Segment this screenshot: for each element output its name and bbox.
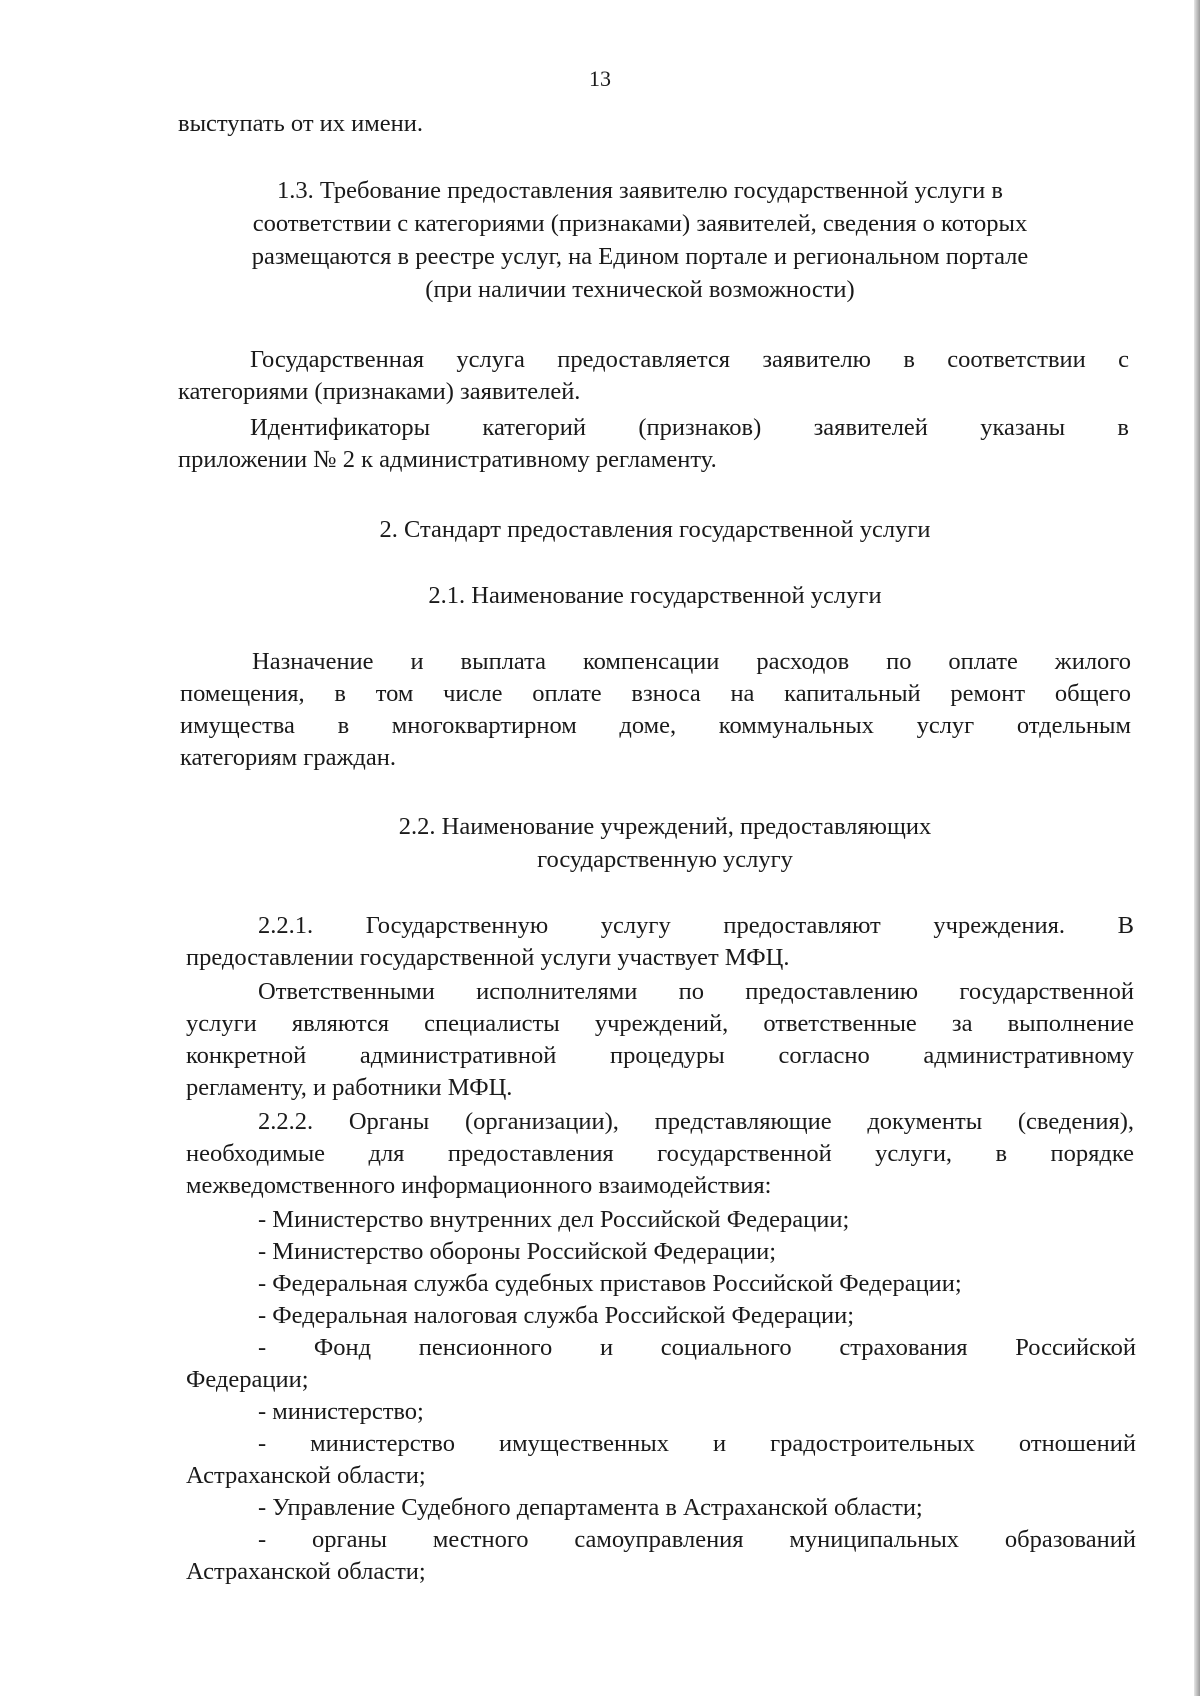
list-item: - органы местного самоуправления муниципальных образований [258,1526,1136,1553]
list-item: - министерство имущественных и градостроительных отношений [258,1430,1136,1457]
paragraph-responsible: Ответственными исполнителями по предоставлению государственной услуги являются специалисты учреждений, ответственные за выполнение конкретной административной процедуры согласно административному регламенту, и работники МФЦ. [186,978,1134,1101]
page-number: 13 [589,66,611,91]
list-item: - Управление Судебного департамента в Астраханской области; [258,1494,923,1521]
paragraph-2-2-2: 2.2.2. Органы (организации), представляющие документы (сведения), необходимые для предоставления государственной услуги, в порядке межведомственного информационного взаимодействия: [186,1108,1134,1199]
paragraph-categories: Государственная услуга предоставляется заявителю в соответствии с категориями (признаками) заявителей. [178,346,1129,405]
heading-2-1: 2.1. Наименование государственной услуги [428,582,882,609]
paragraph-2-2-1: 2.2.1. Государственную услугу предоставляют учреждения. В предоставлении государственной услуги участвует МФЦ. [186,912,1134,971]
list-item: - Федеральная служба судебных приставов Российской Федерации; [258,1270,962,1297]
list-item: - министерство; [258,1398,424,1425]
list-item: - Министерство обороны Российской Федерации; [258,1238,777,1265]
list-item-continuation: Федерации; [186,1366,309,1393]
heading-2-2: 2.2. Наименование учреждений, предоставляющих государственную услугу [398,813,932,873]
continuation-text: выступать от их имени. [178,110,423,137]
heading-2: 2. Стандарт предоставления государственной услуги [379,516,931,543]
list-item: - Федеральная налоговая служба Российской Федерации; [258,1302,855,1329]
list-item-continuation: Астраханской области; [186,1462,426,1489]
organizations-list [186,1204,1136,1588]
paragraph-identifiers: Идентификаторы категорий (признаков) заявителей указаны в приложении № 2 к административному регламенту. [178,414,1129,473]
scan-edge-shadow [1194,0,1200,1696]
heading-1-3: 1.3. Требование предоставления заявителю государственной услуги в соответствии с категориями (признаками) заявителей, сведения о которых размещаются в реестре услуг, на Едином портале и региональном портале (при наличии технической возможности) [251,177,1029,303]
list-item: - Министерство внутренних дел Российской Федерации; [258,1206,850,1233]
paragraph-service-name: Назначение и выплата компенсации расходов по оплате жилого помещения, в том числе оплате взноса на капитальный ремонт общего имущества в многоквартирном доме, коммунальных услуг отдельным категориям граждан. [180,648,1131,771]
list-item-continuation: Астраханской области; [186,1558,426,1585]
list-item: - Фонд пенсионного и социального страхования Российской [258,1334,1136,1361]
